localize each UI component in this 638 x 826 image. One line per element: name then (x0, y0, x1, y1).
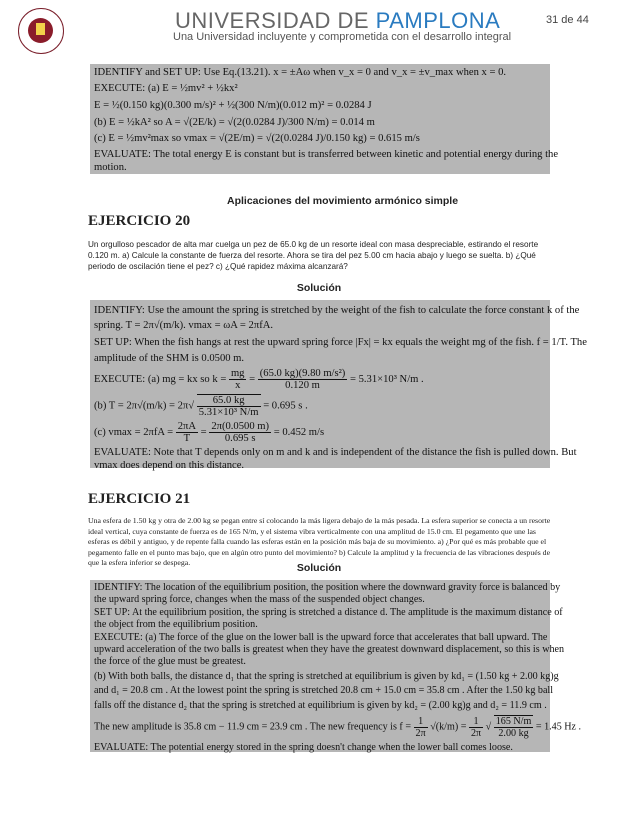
eq-text: √(k/m) = (430, 721, 469, 733)
box-line: amplitude of the SHM is 0.0500 m. (94, 352, 245, 364)
eq-text: √ (485, 721, 492, 733)
solution-box-previous (90, 64, 559, 174)
fraction (209, 421, 271, 444)
fraction-denominator: 2π (415, 727, 426, 739)
solution-box-ex21 (90, 580, 582, 754)
fraction (229, 368, 247, 391)
box-line: EVALUATE: The potential energy stored in the spring doesn't change when the lower ball comes loose. (94, 742, 513, 754)
box-line: the upward spring force, changes when the mass of the suspended object changes. (94, 594, 425, 606)
box-line: E = ½(0.150 kg)(0.300 m/s)² + ½(300 N/m)(0.012 m)² = 0.0284 J (94, 100, 372, 112)
box-line: (c) E = ½mv²max so vmax = √(2E/m) = √(2(0.0284 J)/0.150 kg) = 0.615 m/s (94, 132, 420, 144)
box-line: vmax does depend on this distance. (94, 460, 245, 472)
fraction-numerator: mg (230, 367, 245, 379)
box-line: EVALUATE: The total energy E is constant but is transferred between kinetic and potential energy during the (94, 149, 559, 161)
box-line: motion. (94, 162, 127, 174)
box-line: the force of the glue must be greatest. (94, 656, 246, 668)
exercise-20-statement: Un orgulloso pescador de alta mar cuelga un pez de 65.0 kg de un resorte ideal con masa despreciable, estirando el resorte 0.120 m. a) Calcule la constante de fuerza del resorte. Ahora se tira del pez 5.00 cm hacia abajo y luego se suelta. b) ¿Qué periodo de oscilación tiene el pez? c) ¿Qué rapidez máxima alcanzará? (88, 240, 539, 271)
box-equation-line (94, 715, 582, 740)
eq-text: EXECUTE: (a) mg = kx so k = (94, 373, 229, 385)
fraction-denominator: 0.120 m (285, 379, 320, 391)
fraction (494, 715, 534, 739)
fraction (197, 394, 261, 418)
eq-result: = 0.452 m/s (273, 426, 325, 438)
box-line: EVALUATE: Note that T depends only on m and k and is independent of the distance the fish is pulled down. But (94, 446, 577, 458)
page-number: 31 de 44 (546, 14, 589, 26)
exercise-21-solution-label (0, 562, 638, 574)
fraction (414, 716, 428, 739)
box-line: (b) E = ½kA² so A = √(2E/k) = √(2(0.0284 J)/300 N/m) = 0.014 m (94, 116, 375, 128)
section-heading: Aplicaciones del movimiento armónico simple (227, 195, 459, 207)
fraction-denominator: 2.00 kg (498, 728, 529, 740)
fraction-denominator: T (183, 432, 191, 444)
box-line: (b) With both balls, the distance d₁ that the spring is stretched at equilibrium is given by kd₁ = (1.50 kg + 2.00 kg)g (94, 670, 559, 682)
header-subtitle: Una Universidad incluyente y comprometida con el desarrollo integral (173, 31, 512, 43)
box-line: IDENTIFY: Use the amount the spring is stretched by the weight of the fish to calculate the force constant k of the (94, 305, 580, 316)
university-seal-logo (18, 8, 64, 54)
box-line: and d₁ = 20.8 cm . At the lowest point the spring is stretched 20.8 cm + 15.0 cm = 35.8 cm . After the 1.50 kg ball (94, 685, 554, 697)
exercise-21-statement: Una esfera de 1.50 kg y otra de 2.00 kg se pegan entre sí colocando la más ligera debajo de la más pesada. La esfera superior se conecta a un resorte ideal vertical, cuya constante de fuerza es de 165 N/m, y el sistema vibra verticalmente con una amplitud de 15.0 cm. El pegamento que une las esferas es débil y antiguo, y de repente falla cuando las esferas están en la posición más baja de su movimiento. a) ¿Por qué es más probable que el pegamento falle en el punto mas bajo, que en algún otro punto del movimiento? b) Calcule la amplitud y la frecuencia de las vibraciones después de que la esfera inferior se despega. (88, 516, 551, 568)
eq-result: = 5.31×10³ N/m . (349, 373, 424, 385)
fraction-denominator: 5.31×10³ N/m (198, 406, 259, 418)
fraction-denominator: 2π (470, 727, 482, 739)
box-line: EXECUTE: (a) The force of the glue on the lower ball is the upward force that accelerates that ball upward. The (94, 631, 548, 643)
fraction-numerator: 2πA (177, 420, 197, 432)
box-line: IDENTIFY: The location of the equilibrium position, the position where the downward gravity force is balanced by (94, 582, 561, 593)
fraction-numerator: 1 (414, 716, 428, 728)
box-equation-line: EXECUTE: (a) mg = kx so k = $\frac{mg}{x}$ = $\frac{\text{(65.0 kg)(9.80 m/s²)}}{0.120 m}$ = 5.31×10³ N/m . (94, 367, 424, 391)
fraction-denominator: 0.695 s (224, 432, 256, 444)
fraction-numerator: 65.0 kg (197, 395, 261, 407)
box-line: upward acceleration of the two balls is greatest when they have the greatest downward displacement, so this is when (94, 644, 565, 656)
box-line: falls off the distance d₂ that the spring is stretched at equilibrium is given by kd₂ = (2.00 kg)g and d₂ = 11.9 cm . (94, 699, 547, 711)
box-line: SET UP: When the fish hangs at rest the upward spring force |Fx| = kx equals the weight mg of the fish. f = 1/T. The (94, 337, 587, 349)
eq-result: = 1.45 Hz . (535, 721, 582, 733)
fraction (469, 716, 483, 739)
header-title-main: UNIVERSIDAD DE (175, 8, 376, 33)
solution-label-text: Solución (296, 562, 342, 574)
fraction-numerator: (65.0 kg)(9.80 m/s²) (259, 367, 346, 379)
solution-label-text: Solución (296, 282, 342, 294)
eq-text: (c) vmax = 2πfA = (94, 426, 176, 438)
box-line: SET UP: At the equilibrium position, the spring is stretched a distance d. The amplitude is the maximum distance of (94, 606, 563, 618)
exercise-20-solution-label (0, 282, 638, 294)
box-line: the object from the equilibrium position. (94, 619, 258, 631)
exercise-21-title: EJERCICIO 21 (88, 491, 191, 507)
fraction-denominator: x (235, 379, 241, 391)
solution-box-ex20 (90, 300, 587, 472)
box-line: EXECUTE: (a) E = ½mv² + ½kx² (94, 83, 238, 95)
header-title-accent: PAMPLONA (375, 8, 501, 33)
fraction (176, 421, 198, 444)
fraction-numerator: 165 N/m (495, 716, 532, 728)
fraction-numerator: 1 (469, 716, 483, 728)
eq-text: The new amplitude is 35.8 cm − 11.9 cm = 23.9 cm . The new frequency is f = (94, 721, 414, 733)
box-equation-line: (c) vmax = 2πfA = $\frac{2\pi A}{T}$ = $\frac{2\pi(0.0500 m)}{0.695 s}$ = 0.452 m/s (94, 420, 325, 444)
box-line: IDENTIFY and SET UP: Use Eq.(13.21). x = ±Aω when v_x = 0 and v_x = ±v_max when x = 0. (94, 67, 507, 78)
box-equation-line (94, 394, 546, 418)
eq-result: = 0.695 s . (263, 400, 308, 412)
fraction-numerator: 2π(0.0500 m) (211, 420, 270, 432)
fraction (258, 368, 348, 391)
box-line: spring. T = 2π√(m/k). vmax = ωA = 2πfA. (94, 320, 274, 332)
exercise-20-title: EJERCICIO 20 (88, 213, 191, 229)
eq-text: (b) T = 2π√(m/k) = 2π√ (94, 400, 195, 412)
